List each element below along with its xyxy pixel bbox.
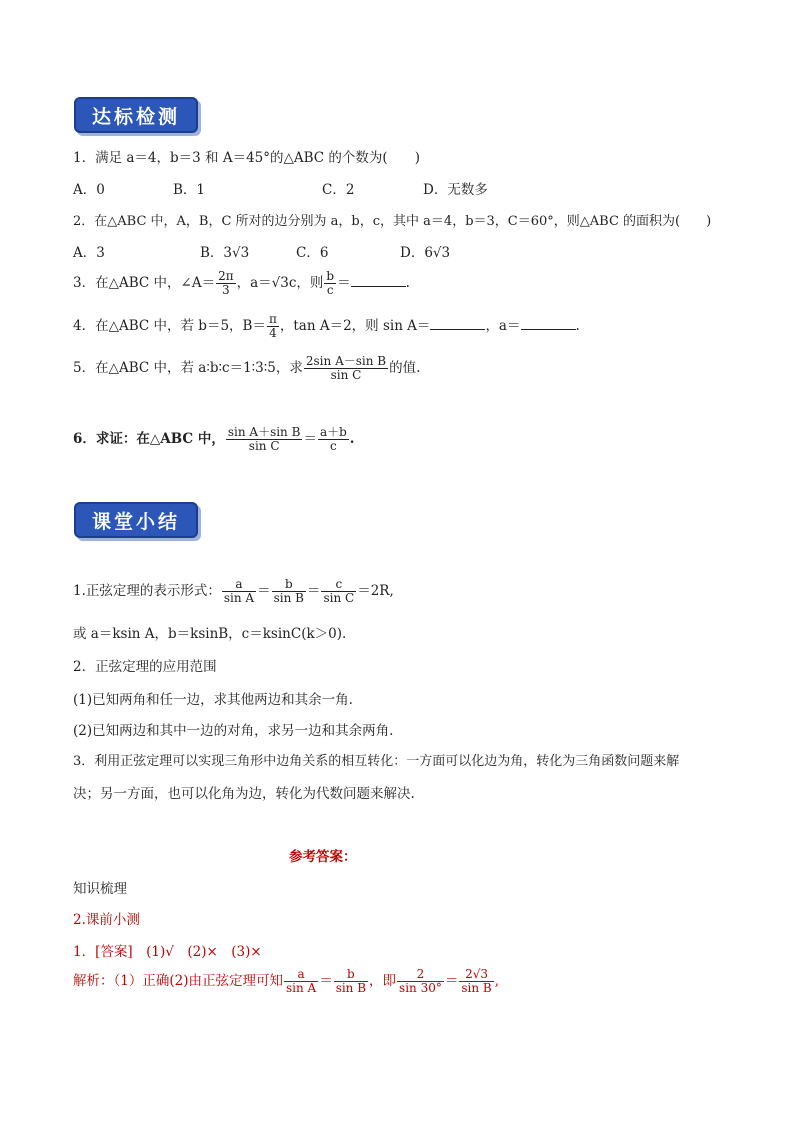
q2-option-b: B．3√3	[200, 245, 250, 261]
question-3: 3．在△ABC 中，∠A＝ $\frac{2\pi}{3}$ ，a＝√3c，则 $\frac{b}{c}$ ＝ .	[73, 269, 410, 298]
fraction-2-over-sin30: $\frac{2}{\sin 30^\circ}$	[399, 967, 442, 996]
expression-fraction: $\frac{\text{2sin A－sin B}}{\text{sin C}}$	[305, 354, 387, 383]
section-badge-summary	[74, 502, 198, 538]
q2-option-c: C．6	[296, 245, 329, 261]
lhs-fraction: $\frac{\text{sin A＋sin B}}{\text{sin C}}$	[227, 425, 301, 454]
fraction-2sqrt3-over-sinB: $\frac{2√3}{\text{sin B}}$	[461, 967, 492, 996]
question-6: 6．求证：在△ABC 中， $\frac{\text{sin A＋sin B}}{\text{sin C}}$ ＝ $\frac{a+b}{c}$ .	[73, 425, 355, 454]
summary-item-2b: (2)已知两边和其中一边的对角，求另一边和其余两角.	[73, 723, 394, 739]
summary-item-2a: (1)已知两角和任一边，求其他两边和其余一角.	[73, 692, 353, 708]
fraction-c: $\frac{c}{\text{sin C}}$	[323, 577, 355, 606]
q2-option-a: A．3	[73, 245, 105, 261]
section-title: 达标检测	[91, 105, 180, 128]
q2-option-d: D．6√3	[400, 245, 451, 261]
angle-fraction: $\frac{\pi}{4}$	[268, 312, 277, 341]
rhs-fraction: $\frac{a+b}{c}$	[319, 425, 347, 454]
q1-option-d: D．无数多	[423, 182, 488, 198]
q1-option-b: B．1	[173, 182, 206, 198]
question-5: 5．在△ABC 中，若 a∶b∶c＝1∶3∶5，求 $\frac{\text{2sin A－sin B}}{\text{sin C}}$ 的值.	[73, 354, 421, 383]
answer-1: 1．[答案] (1)√ (2)× (3)×	[73, 944, 262, 960]
question-4: 4．在△ABC 中，若 b＝5，B＝ $\frac{\pi}{4}$ ，tan A＝2，则 sin A＝ ，a＝ .	[73, 312, 580, 341]
q1-option-c: C．2	[322, 182, 355, 198]
question-1-stem: 1．满足 a＝4，b＝3 和 A＝45°的△ABC 的个数为( )	[73, 150, 420, 166]
angle-fraction: $\frac{2\pi}{3}$	[218, 269, 234, 298]
summary-item-1b: 或 a＝ksin A，b＝ksinB，c＝ksinC(k＞0).	[73, 626, 347, 642]
answers-heading-knowledge: 知识梳理	[73, 881, 127, 897]
fraction-b: $\frac{b}{\text{sin B}}$	[335, 967, 367, 996]
section-title: 课堂小结	[91, 510, 180, 533]
fraction-a: $\frac{a}{\text{sin A}}$	[285, 967, 317, 996]
answers-heading-pretest: 2.课前小测	[73, 912, 140, 928]
section-badge-practice	[74, 97, 198, 133]
summary-item-1: 1.正弦定理的表示形式： $\frac{a}{\text{sin A}}$ ＝ $\frac{b}{\text{sin B}}$ ＝ $\frac{c}{\text{sin C}}$ ＝2R,	[73, 577, 394, 606]
ratio-fraction: $\frac{b}{c}$	[326, 269, 335, 298]
summary-item-3b: 决；另一方面，也可以化角为边，转化为代数问题来解决.	[73, 786, 415, 802]
fraction-b: $\frac{b}{\text{sin B}}$	[273, 577, 304, 606]
summary-item-2: 2．正弦定理的应用范围	[73, 659, 217, 675]
question-2-stem: 2．在△ABC 中，A，B，C 所对的边分别为 a，b，c，其中 a＝4，b＝3，C＝60°，则△ABC 的面积为( )	[73, 214, 712, 229]
answer-blank	[521, 317, 576, 330]
q1-option-a: A．0	[73, 182, 105, 198]
fraction-a: $\frac{a}{\text{sin A}}$	[223, 577, 255, 606]
answers-title: 参考答案：	[289, 849, 357, 865]
answer-blank	[351, 274, 406, 287]
answer-blank	[430, 317, 485, 330]
summary-item-3a: 3．利用正弦定理可以实现三角形中边角关系的相互转化：一方面可以化边为角，转化为三角函数问题来解	[73, 754, 680, 769]
answer-1-explanation: 解析：（1）正确(2)由正弦定理可知 $\frac{a}{\text{sin A}}$ ＝ $\frac{b}{\text{sin B}}$ ，即 $\frac{2}{\sin 30^\circ}$ ＝ $\frac{2√3}{\text{sin B}}$ ,	[73, 967, 500, 996]
